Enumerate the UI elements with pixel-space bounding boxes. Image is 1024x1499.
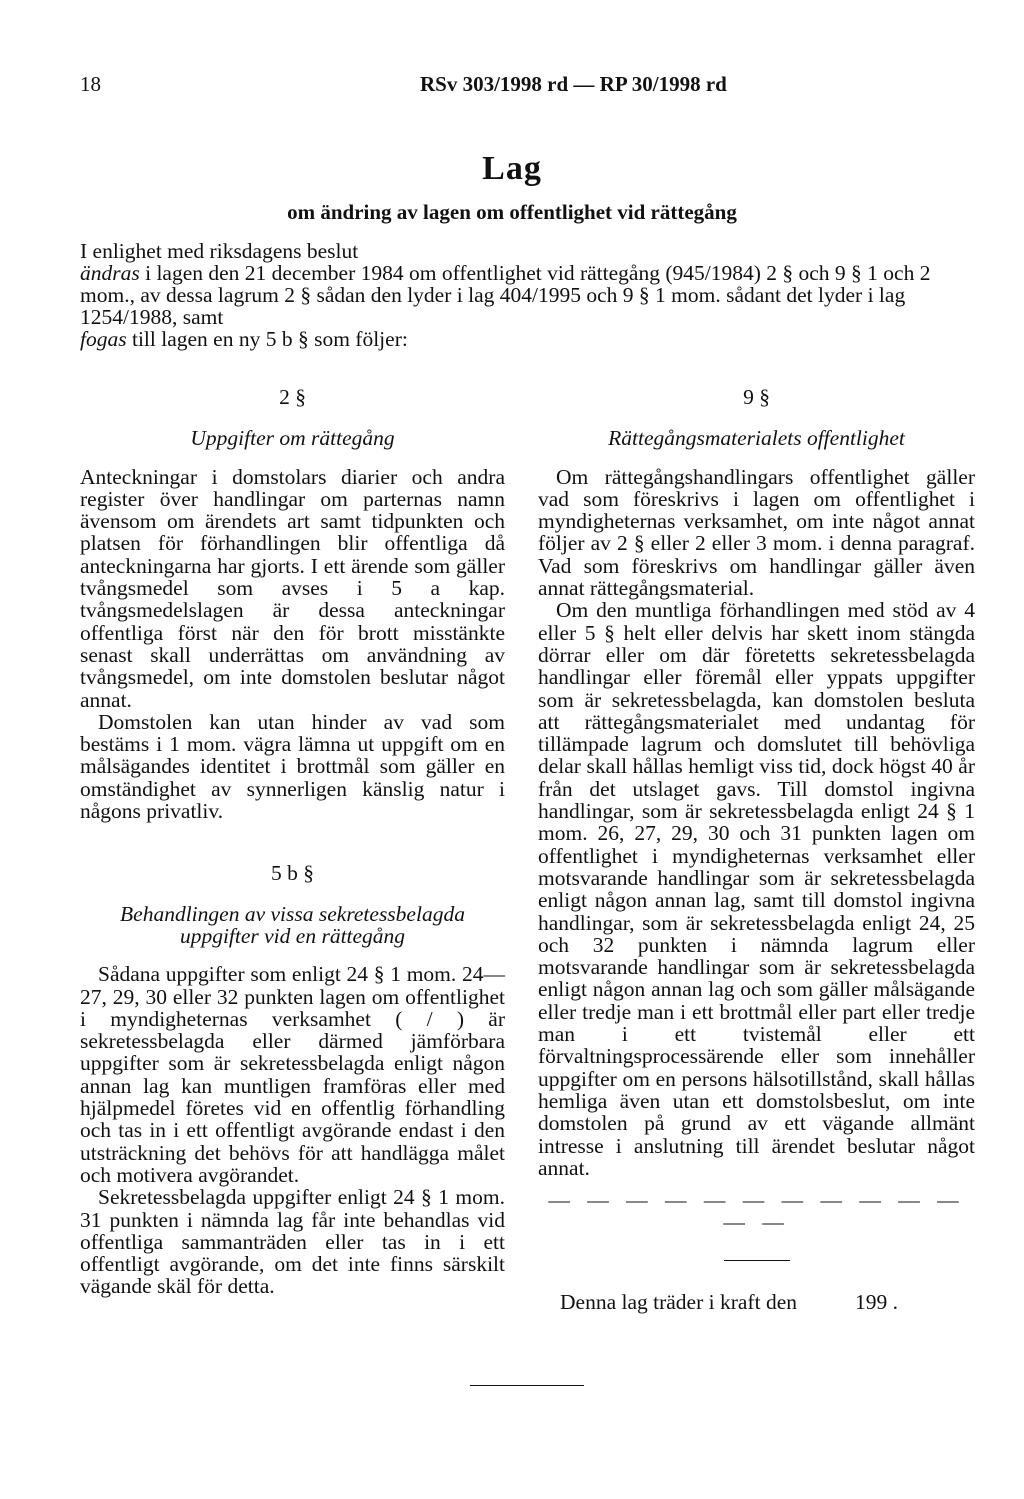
running-head: RSv 303/1998 rd — RP 30/1998 rd (420, 72, 727, 96)
intro-line-1: I enlighet med riksdagens beslut (80, 239, 359, 263)
intro-amend-clause (80, 262, 975, 328)
intro-add-clause (80, 328, 975, 350)
section-9-title: Rättegångsmaterialets offentlighet (608, 426, 905, 451)
omitted-text-dashes: — — — — — — — — — — — — — (548, 1188, 965, 1235)
fogas-text: till lagen en ny 5 b § som följer: (126, 327, 408, 351)
andras-word: ändras (80, 261, 140, 285)
law-subtitle: om ändring av lagen om offentlighet vid rättegång (287, 200, 737, 224)
entry-into-force-line (538, 1291, 975, 1313)
section-9-number: 9 § (743, 385, 770, 409)
section-2-paragraph-2: Domstolen kan utan hinder av vad som bestäms i 1 mom. vägra lämna ut uppgift om en målsägandes identitet i brottmål som gäller en omständighet av synnerligen känslig natur i någons privatliv. (80, 709, 505, 824)
section-2-number: 2 § (279, 385, 306, 409)
section-2-paragraph-1: Anteckningar i domstolars diarier och andra register över handlingar om parternas namn ävensom om ärendets art samt tidpunkten och platsen för förhandlingen blir offentliga då anteckningarna har gjorts. I ett ärende som gäller tvångsmedel som avses i 5 a kap. tvångsmedelslagen är dessa anteckningar offentliga först när den för brott misstänkte senast skall underrättas om användning av tvångsmedel, om inte domstolen beslutar något annat. (80, 464, 505, 712)
section-5b-paragraph-2: Sekretessbelagda uppgifter enligt 24 § 1 mom. 31 punkten i nämnda lag får inte behandlas vid offentliga sammanträden eller tas in i ett offentligt avgörande, om det inte finns särskilt vägande skäl för detta. (80, 1185, 505, 1299)
section-5b-title-line-1: Behandlingen av vissa sekretessbelagda (120, 901, 465, 926)
entry-into-force-year: 199 . (854, 1289, 898, 1314)
left-column (80, 386, 505, 1298)
section-5b-paragraph-1: Sådana uppgifter som enligt 24 § 1 mom. 24—27, 29, 30 eller 32 punkten lagen om offentlighet i myndigheternas verksamhet ( / ) är sekretessbelagda eller därmed jämförbara uppgifter som är sekretessbelagda enligt någon annan lag kan muntligen framföras eller med hjälpmedel företes vid en offentlig förhandling och tas in i ett offentligt avgörande endast i den utsträckning det behövs för att handlägga målet och motivera avgörandet. (80, 962, 505, 1187)
section-9-paragraph-1: Om rättegångshandlingars offentlighet gäller vad som föreskrivs i lagen om offentlighet i myndigheternas verksamhet, om inte något annat följer av 2 § eller 2 eller 3 mom. i denna paragraf. Vad som föreskrivs om handlingar gäller även annat rättegångsmaterial. (538, 464, 975, 601)
section-2-title: Uppgifter om rättegång (190, 426, 395, 451)
page-number: 18 (80, 72, 101, 96)
page-header (80, 72, 960, 106)
section-5b-title-line-2: uppgifter vid en rättegång (179, 923, 406, 948)
divider-rule (724, 1260, 790, 1261)
right-column (538, 386, 975, 1313)
section-5b-number: 5 b § (271, 861, 314, 886)
entry-into-force-text: Denna lag träder i kraft den (560, 1289, 797, 1314)
law-title: Lag (482, 150, 542, 187)
fogas-word: fogas (80, 327, 127, 351)
section-9-paragraph-2: Om den muntliga förhandlingen med stöd av 4 eller 5 § helt eller delvis har skett inom stängda dörrar eller om där företetts sekretessbelagda handlingar eller föremål eller yppats uppgifter som är sekretessbelagda, kan domstolen besluta att rättegångsmaterialet med undantag för tillämpade lagrum och domslutet till behövliga delar skall hållas hemligt viss tid, dock högst 40 år från det utslaget gavs. Till domstol ingivna handlingar, som är sekretessbelagda enligt 24 § 1 mom. 26, 27, 29, 30 och 31 punkten lagen om offentlighet i myndigheternas verksamhet eller motsvarande handlingar som är sekretessbelagda enligt någon annan lag, samt till domstol ingivna handlingar, som är sekretessbelagda enligt 24, 25 och 32 punkten i nämnda lagrum eller motsvarande handlingar som är sekretessbelagda enligt någon annan lag och som gäller målsägande eller tredje man i ett brottmål eller part eller tredje man i ett tvistemål eller ett förvaltningsprocessärende eller som innehåller uppgifter om en persons hälsotillstånd, skall hållas hemliga även utan ett domstolsbeslut, om inte domstolen på grund av ett vägande allmänt intresse i anslutning till ärendet beslutar något annat. (538, 598, 975, 1180)
andras-text: i lagen den 21 december 1984 om offentlighet vid rättegång (945/1984) 2 § och 9 § 1 och 2 mom., av dessa lagrum 2 § sådan den lyder i lag 404/1995 och 9 § 1 mom. sådant det lyder i lag 1254/1988, samt (80, 261, 931, 329)
end-rule (470, 1385, 584, 1386)
intro-block (80, 240, 975, 350)
